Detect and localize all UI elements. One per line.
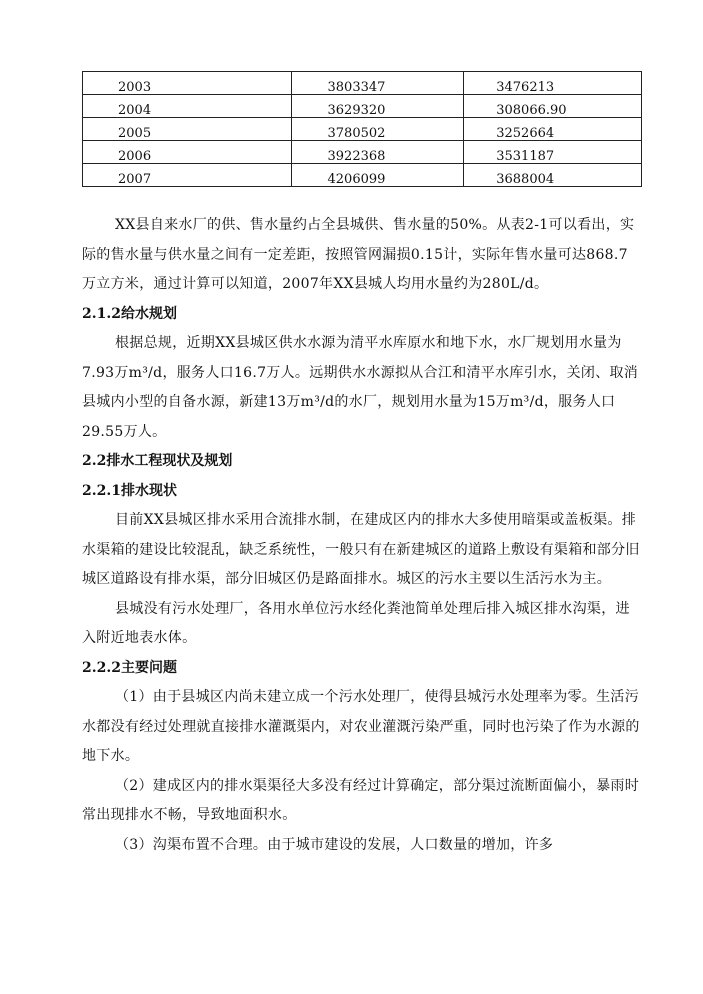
table-row <box>83 164 642 187</box>
paragraph-water-share: XX县自来水厂的供、售水量约占全县城供、售水量的50%。从表2-1可以看出，实际的售水量与供水量之间有一定差距，按照管网漏损0.15计，实际年售水量可达868.7万立方米，通过计算可以知道，2007年XX县城人均用水量约为280L/d。 <box>82 217 635 292</box>
heading-2-2: 2.2排水工程现状及规划 <box>82 453 233 469</box>
sales-cell: 3476213 <box>464 72 642 95</box>
paragraph-supply-plan: 根据总规，近期XX县城区供水水源为清平水库原水和地下水，水厂规划用水量为7.93万m³/d，服务人口16.7万人。远期供水水源拟从合江和清平水库引水，关闭、取消县城内小型的自备水源，新建13万m³/d的水厂，规划用水量为15万m³/d，服务人口29.55万人。 <box>82 335 639 440</box>
heading-2-2-1: 2.2.1排水现状 <box>82 482 177 499</box>
supply-cell: 3803347 <box>291 72 464 95</box>
paragraph-drainage-status: 目前XX县城区排水采用合流排水制，在建成区内的排水大多使用暗渠或盖板渠。排水渠箱的建设比较混乱，缺乏系统性，一般只有在新建城区的道路上敷设有渠箱和部分旧城区道路设有排水渠，部分旧城区仍是路面排水。城区的污水主要以生活污水为主。 <box>82 512 640 587</box>
water-volume-table <box>82 71 642 187</box>
supply-cell: 4206099 <box>291 164 464 187</box>
sales-cell: 3531187 <box>464 141 642 164</box>
table-row <box>83 118 642 141</box>
paragraph-problem-2: （2）建成区内的排水渠渠径大多没有经过计算确定，部分渠过流断面偏小，暴雨时常出现排水不畅，导致地面积水。 <box>82 777 640 823</box>
paragraph-problem-3: （3）沟渠布置不合理。由于城市建设的发展，人口数量的增加，许多 <box>115 836 554 853</box>
heading-2-2-2: 2.2.2主要问题 <box>82 659 177 676</box>
year-cell: 2005 <box>83 118 292 141</box>
year-cell: 2007 <box>83 164 292 187</box>
sales-cell: 3688004 <box>464 164 642 187</box>
sales-cell: 3252664 <box>464 118 642 141</box>
supply-cell: 3629320 <box>291 95 464 118</box>
supply-cell: 3922368 <box>291 141 464 164</box>
table-row <box>83 141 642 164</box>
table-row <box>83 95 642 118</box>
year-cell: 2006 <box>83 141 292 164</box>
body-text <box>82 211 642 860</box>
sales-cell: 308066.90 <box>464 95 642 118</box>
supply-cell: 3780502 <box>291 118 464 141</box>
heading-2-1-2: 2.1.2给水规划 <box>82 305 177 322</box>
paragraph-no-treatment-plant: 县城没有污水处理厂，各用水单位污水经化粪池简单处理后排入城区排水沟渠，进入附近地表水体。 <box>82 600 630 646</box>
year-cell: 2003 <box>83 72 292 95</box>
table-row <box>83 72 642 95</box>
year-cell: 2004 <box>83 95 292 118</box>
paragraph-problem-1: （1）由于县城区内尚未建立成一个污水处理厂，使得县城污水处理率为零。生活污水都没有经过处理就直接排水灌溉渠内，对农业灌溉污染严重，同时也污染了作为水源的地下水。 <box>82 689 640 764</box>
